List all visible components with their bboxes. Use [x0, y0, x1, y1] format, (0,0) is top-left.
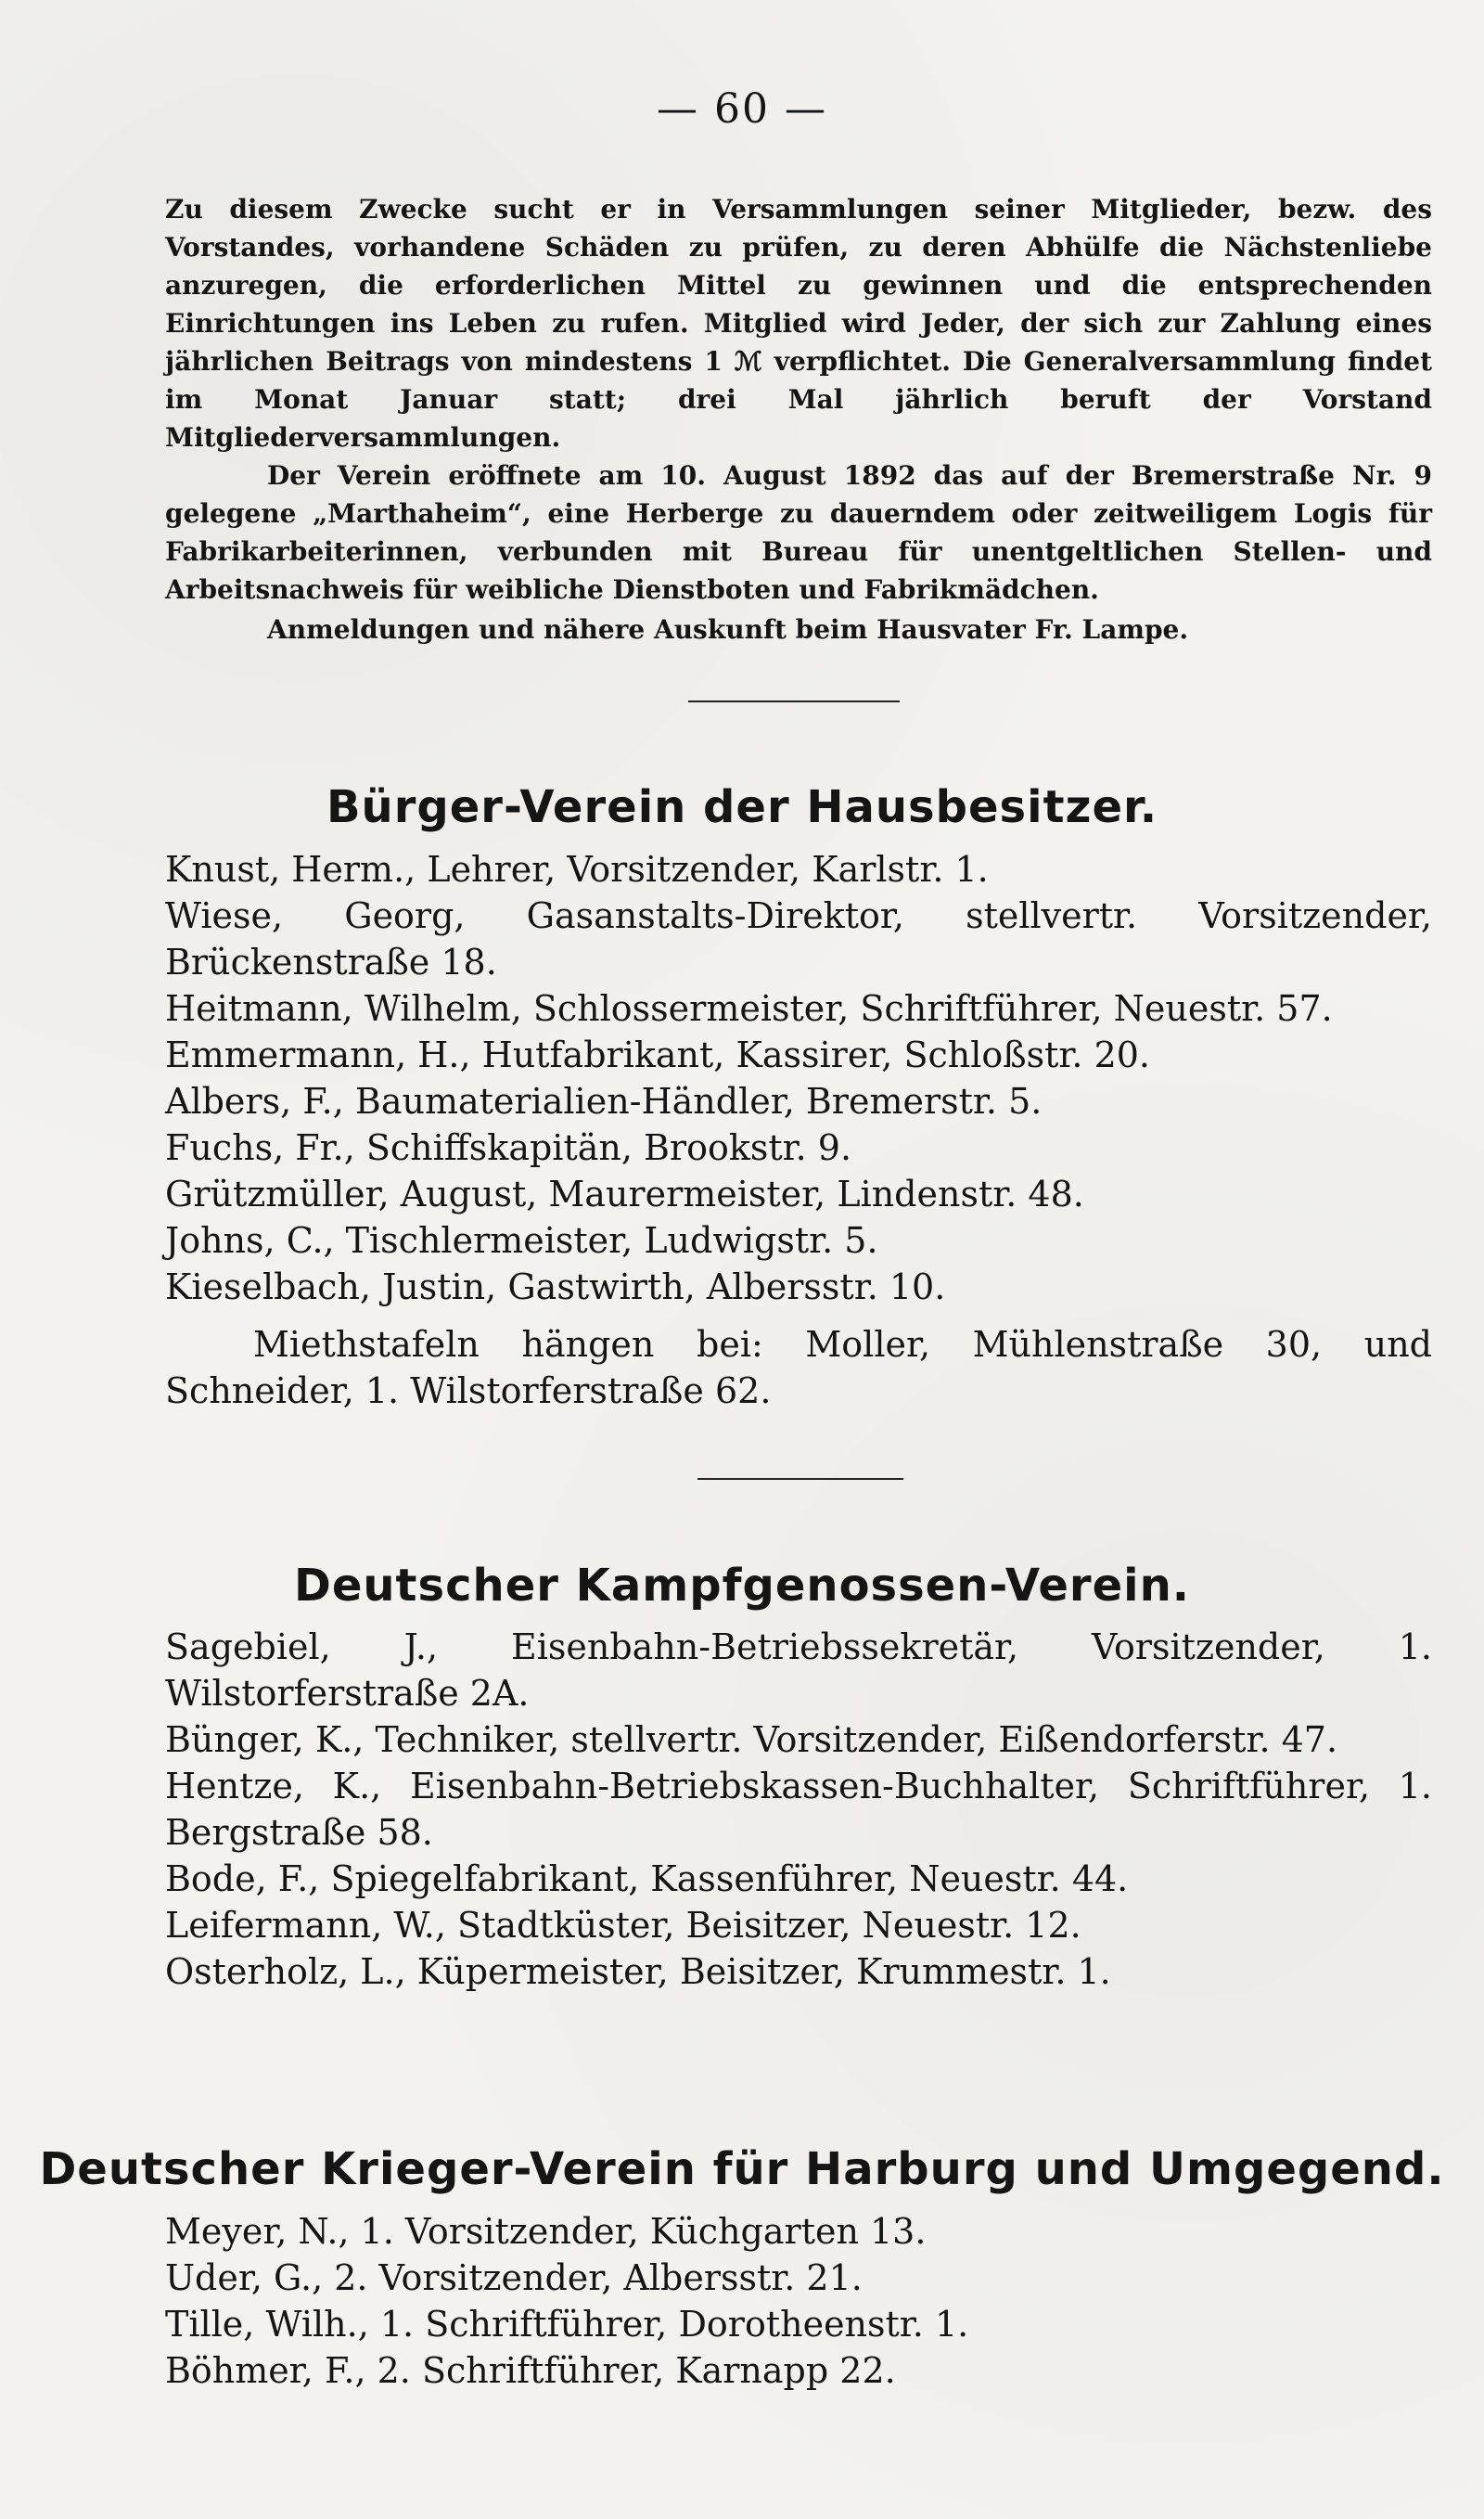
section-title: Deutscher Krieger-Verein für Harburg und Umgegend.	[39, 2143, 1445, 2195]
list-item: Hentze, K., Eisenbahn-Betriebskassen-Buchhalter, Schriftführer, 1. Bergstraße 58.	[165, 1766, 1432, 1853]
list-item: Wiese, Georg, Gasanstalts-Direktor, stellvertr. Vorsitzender, Brückenstraße 18.	[165, 895, 1432, 983]
section-divider	[688, 700, 900, 702]
list-item: Fuchs, Fr., Schiffskapitän, Brookstr. 9.	[165, 1127, 852, 1168]
list-item: Grützmüller, August, Maurermeister, Lindenstr. 48.	[165, 1174, 1084, 1215]
list-item: Uder, G., 2. Vorsitzender, Albersstr. 21.	[165, 2257, 863, 2298]
section-title: Deutscher Kampfgenossen-Verein.	[293, 1560, 1190, 1612]
list-item: Meyer, N., 1. Vorsitzender, Küchgarten 13.	[165, 2211, 927, 2252]
list-item: Böhmer, F., 2. Schriftführer, Karnapp 22.	[165, 2350, 896, 2391]
list-item: Heitmann, Wilhelm, Schlossermeister, Schriftführer, Neuestr. 57.	[165, 988, 1333, 1029]
list-item: Sagebiel, J., Eisenbahn-Betriebssekretär, Vorsitzender, 1. Wilstorferstraße 2A.	[165, 1626, 1432, 1714]
section-body	[165, 846, 1432, 1414]
list-item: Kieselbach, Justin, Gastwirth, Albersstr. 10.	[165, 1266, 946, 1307]
list-item: Tille, Wilh., 1. Schriftführer, Dorotheenstr. 1.	[165, 2304, 969, 2345]
intro-text	[165, 190, 1432, 649]
section-note: Miethstafeln hängen bei: Moller, Mühlenstraße 30, und Schneider, 1. Wilstorferstraße 62.	[165, 1324, 1432, 1411]
list-item: Johns, C., Tischlermeister, Ludwigstr. 5.	[165, 1220, 878, 1261]
intro-paragraph: Anmeldungen und nähere Auskunft beim Hausvater Fr. Lampe.	[267, 614, 1189, 645]
list-item: Bünger, K., Techniker, stellvertr. Vorsitzender, Eißendorferstr. 47.	[165, 1719, 1338, 1760]
intro-paragraph: Der Verein eröffnete am 10. August 1892 das auf der Bremerstraße Nr. 9 gelegene „Marthaheim“, eine Herberge zu dauerndem oder zeitweiligem Logis für Fabrikarbeiterinnen, verbunden mit Bureau für unentgeltlichen Stellen- und Arbeitsnachweis für weibliche Dienstboten und Fabrikmädchen.	[165, 460, 1432, 605]
section-body	[165, 2208, 1432, 2394]
list-item: Bode, F., Spiegelfabrikant, Kassenführer, Neuestr. 44.	[165, 1858, 1129, 1899]
list-item: Osterholz, L., Küpermeister, Beisitzer, Krummestr. 1.	[165, 1951, 1111, 1992]
list-item: Emmermann, H., Hutfabrikant, Kassirer, Schloßstr. 20.	[165, 1035, 1151, 1075]
list-item: Knust, Herm., Lehrer, Vorsitzender, Karlstr. 1.	[165, 849, 989, 890]
section-title: Bürger-Verein der Hausbesitzer.	[326, 781, 1158, 833]
page-number: — 60 —	[657, 85, 827, 133]
section-body	[165, 1624, 1432, 1995]
section-divider	[697, 1478, 903, 1480]
intro-paragraph: Zu diesem Zwecke sucht er in Versammlungen seiner Mitglieder, bezw. des Vorstandes, vorhandene Schäden zu prüfen, zu deren Abhülfe die Nächstenliebe anzuregen, die erforderlichen Mittel zu gewinnen und die entsprechenden Einrichtungen ins Leben zu rufen. Mitglied wird Jeder, der sich zur Zahlung eines jährlichen Beitrags von mindestens 1 ℳ verpflichtet. Die Generalversammlung findet im Monat Januar statt; drei Mal jährlich beruft der Vorstand Mitgliederversammlungen.	[165, 194, 1432, 453]
list-item: Leifermann, W., Stadtküster, Beisitzer, Neuestr. 12.	[165, 1905, 1081, 1946]
list-item: Albers, F., Baumaterialien-Händler, Bremerstr. 5.	[165, 1081, 1043, 1122]
